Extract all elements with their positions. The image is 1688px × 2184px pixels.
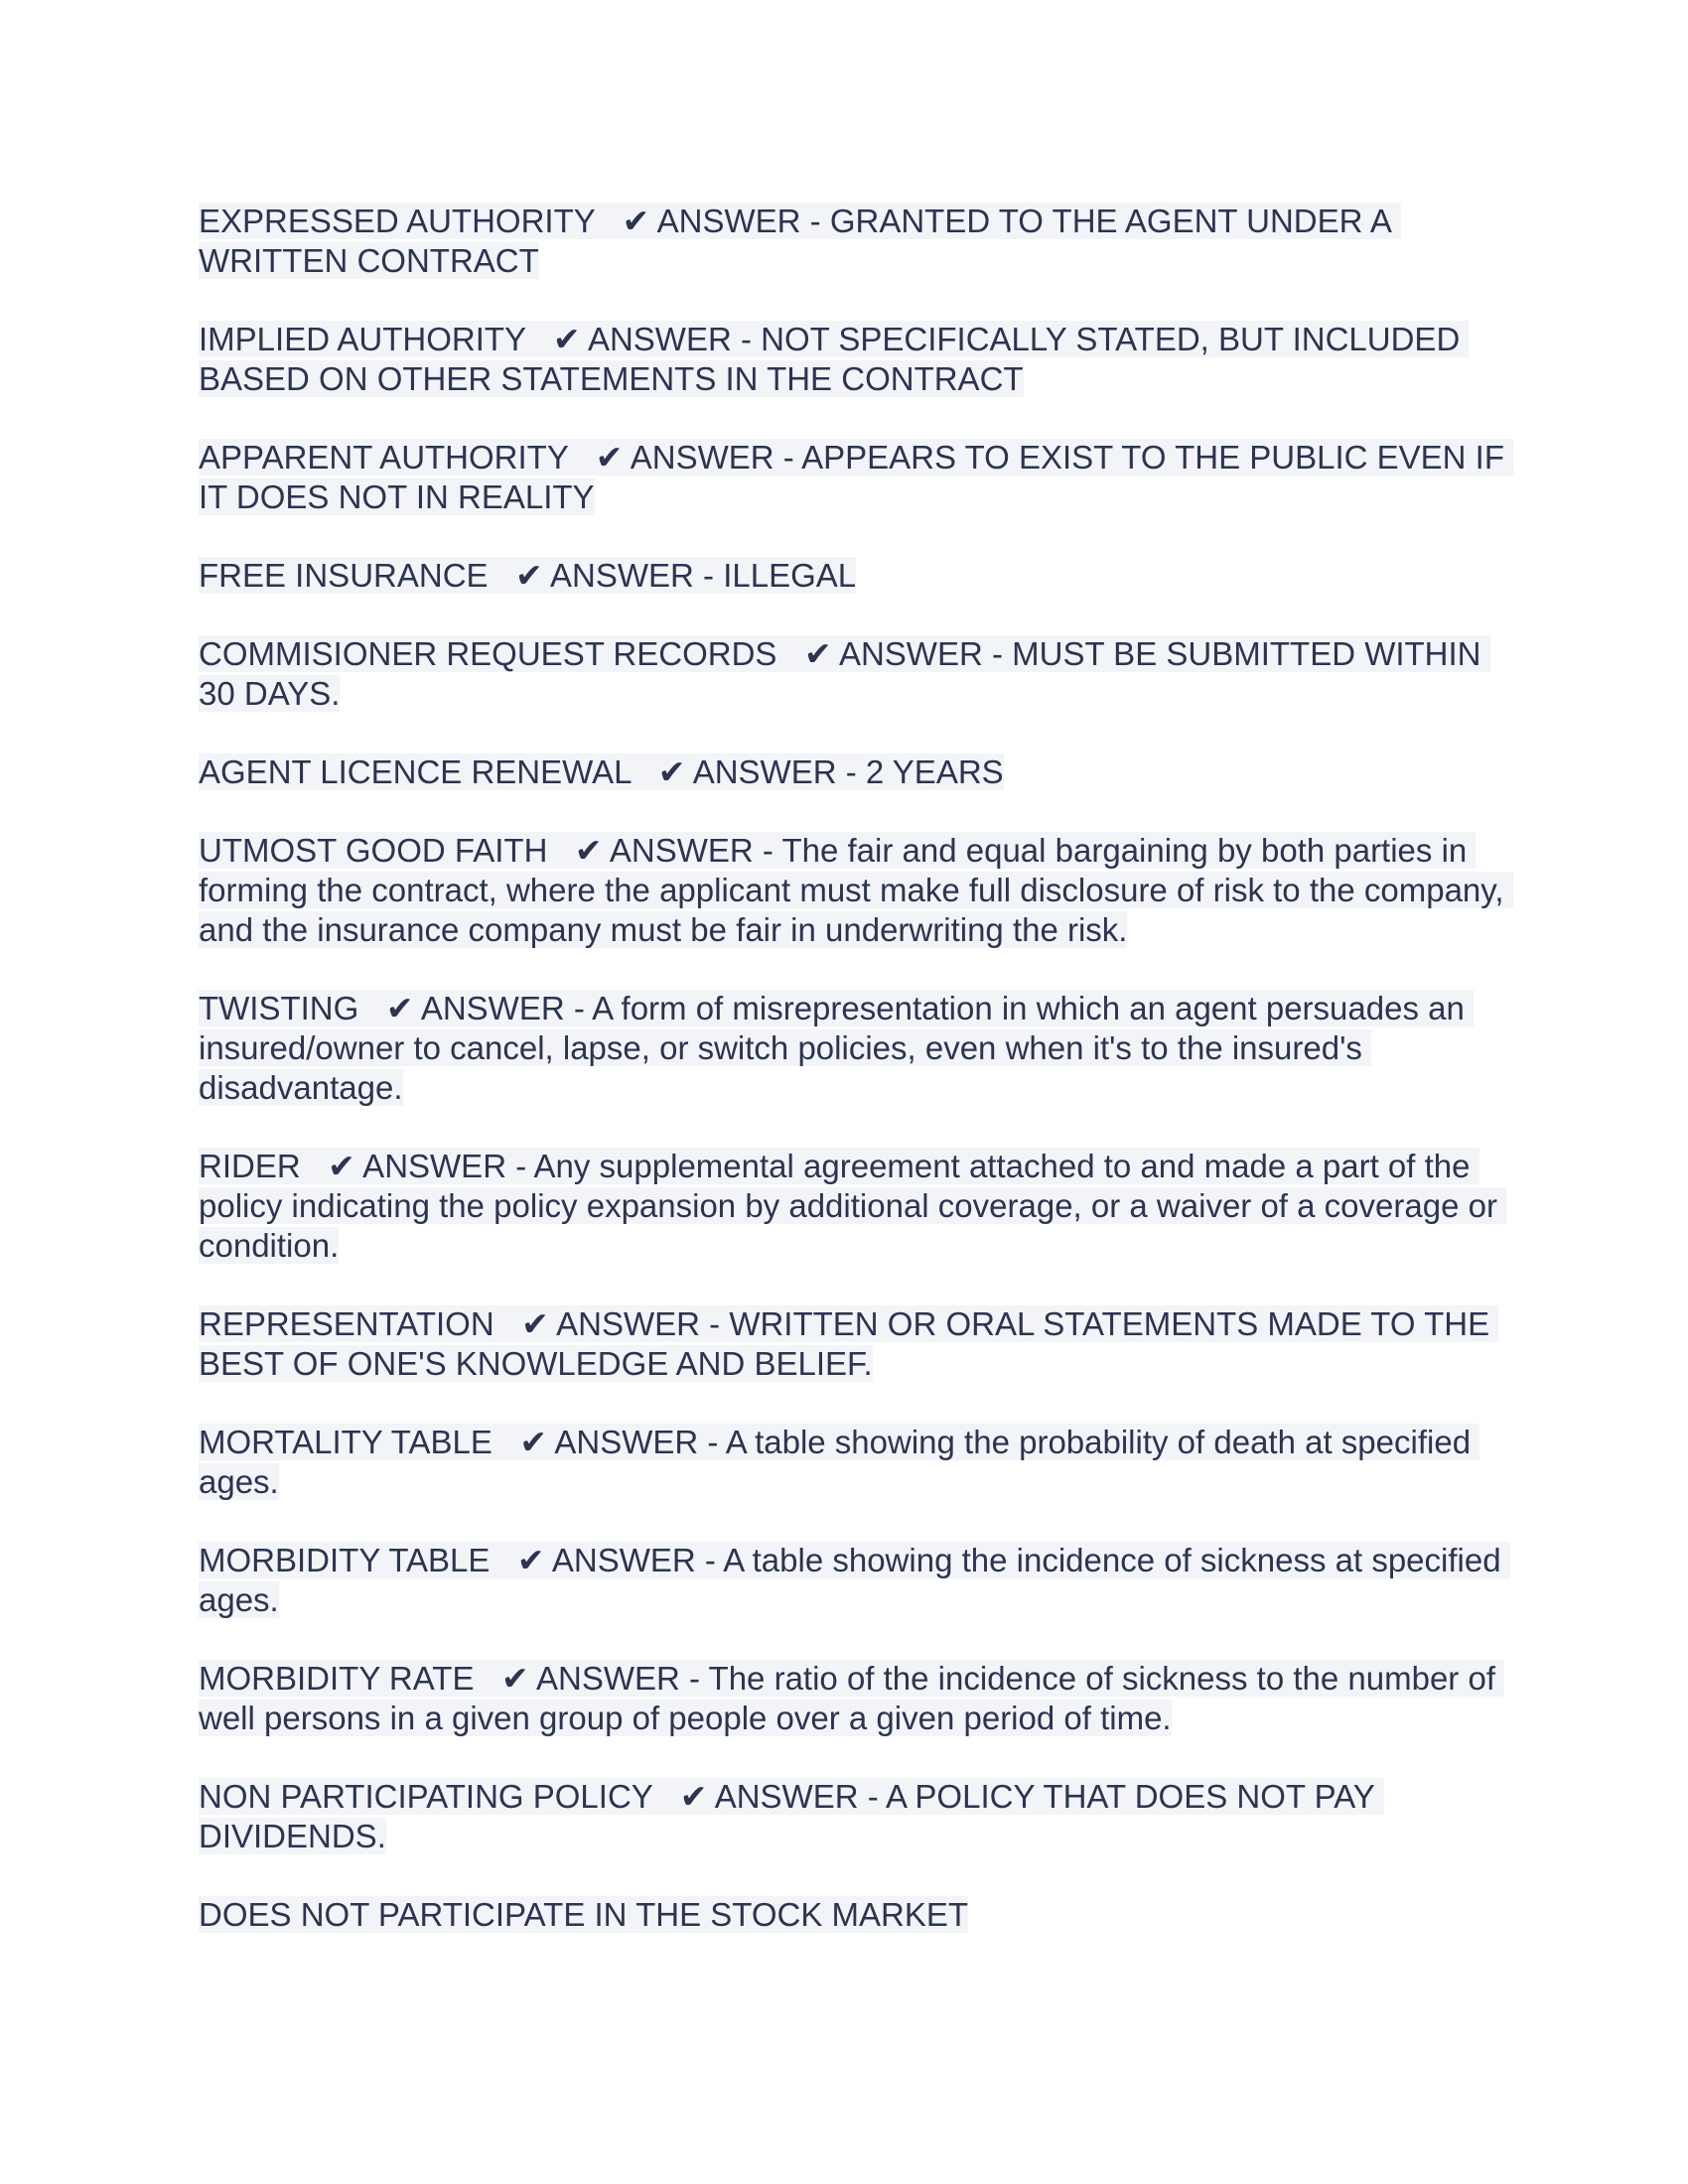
qa-entry-text: TWISTING ✔ ANSWER - A form of misrepresentation in which an agent persuades an insured/owner to cancel, lapse, or switch policies, even when it's to the insured's disadvantage. [199, 990, 1475, 1106]
qa-entry [199, 1895, 1509, 1935]
qa-entry-text: NON PARTICIPATING POLICY ✔ ANSWER - A POLICY THAT DOES NOT PAY DIVIDENDS. [199, 1778, 1384, 1854]
qa-entry-text: IMPLIED AUTHORITY ✔ ANSWER - NOT SPECIFICALLY STATED, BUT INCLUDED BASED ON OTHER STATEMENTS IN THE CONTRACT [199, 321, 1470, 397]
qa-entry-text: EXPRESSED AUTHORITY ✔ ANSWER - GRANTED TO THE AGENT UNDER A WRITTEN CONTRACT [199, 203, 1402, 279]
qa-entry [199, 989, 1509, 1108]
qa-entry [199, 1423, 1509, 1502]
qa-entry [199, 752, 1509, 792]
qa-entry-text: MORBIDITY RATE ✔ ANSWER - The ratio of the incidence of sickness to the number of well persons in a given group of people over a given period of time. [199, 1660, 1505, 1736]
qa-entry [199, 831, 1513, 950]
qa-entry-text: MORBIDITY TABLE ✔ ANSWER - A table showing the incidence of sickness at specified ages. [199, 1542, 1510, 1618]
qa-entry-text: REPRESENTATION ✔ ANSWER - WRITTEN OR ORAL STATEMENTS MADE TO THE BEST OF ONE'S KNOWLEDGE AND BELIEF. [199, 1305, 1499, 1382]
qa-entry [199, 1304, 1509, 1384]
qa-entry-text: COMMISIONER REQUEST RECORDS ✔ ANSWER - MUST BE SUBMITTED WITHIN 30 DAYS. [199, 635, 1490, 712]
qa-entry-text: MORTALITY TABLE ✔ ANSWER - A table showing the probability of death at specified ages. [199, 1424, 1480, 1500]
qa-entry [199, 556, 1509, 596]
qa-entry-text: APPARENT AUTHORITY ✔ ANSWER - APPEARS TO EXIST TO THE PUBLIC EVEN IF IT DOES NOT IN REALITY [199, 439, 1514, 515]
qa-entry-text: FREE INSURANCE ✔ ANSWER - ILLEGAL [199, 557, 857, 594]
qa-entry [199, 320, 1509, 399]
qa-entry-text: RIDER ✔ ANSWER - Any supplemental agreement attached to and made a part of the policy indicating the policy expansion by additional coverage, or a waiver of a coverage or condition. [199, 1148, 1507, 1264]
qa-entry [199, 1659, 1509, 1738]
qa-entry [199, 1777, 1509, 1856]
flashcard-list [199, 202, 1514, 1974]
qa-entry-text: AGENT LICENCE RENEWAL ✔ ANSWER - 2 YEARS [199, 753, 1004, 790]
qa-entry-text: DOES NOT PARTICIPATE IN THE STOCK MARKET [199, 1896, 969, 1933]
qa-entry-text: UTMOST GOOD FAITH ✔ ANSWER - The fair and equal bargaining by both parties in forming the contract, where the applicant must make full disclosure of risk to the company, and the insurance company must be fair in underwriting the risk. [199, 832, 1513, 948]
qa-entry [199, 202, 1509, 281]
qa-entry [199, 1147, 1509, 1266]
qa-entry [199, 634, 1509, 714]
qa-entry [199, 438, 1514, 517]
qa-entry [199, 1541, 1509, 1620]
